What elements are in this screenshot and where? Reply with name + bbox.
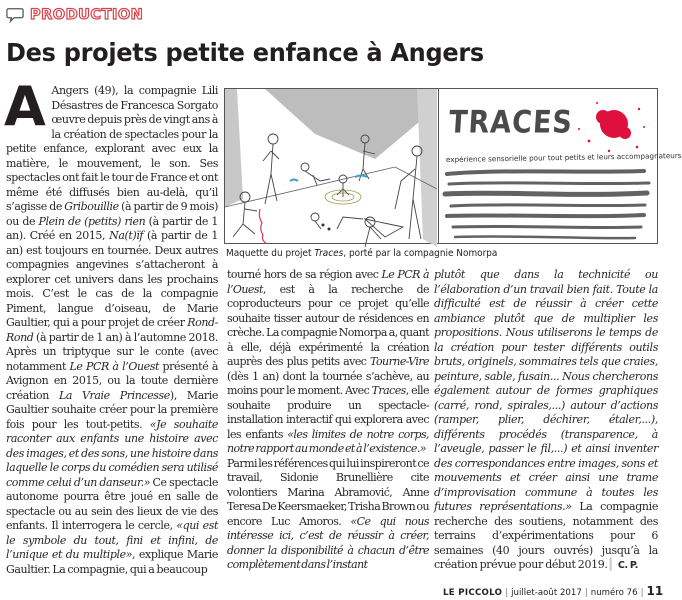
page-number: 11 [646, 584, 664, 598]
separator: | [584, 588, 588, 598]
end-mark: ▎ [609, 558, 618, 571]
text-run: présenté à Avignon en 2015, ou la toute dernière création [6, 359, 218, 402]
work-title: Rond-Rond [6, 316, 218, 344]
article-column-3 [434, 268, 658, 574]
article-column-1 [4, 75, 219, 577]
text-run: , explique Marie Gaultier. La compagnie, qui a beaucoup [6, 548, 218, 576]
text-run: (à partir de 1 an) est toujours en tournée. Deux autres compagnies angevines s’attacheront à explorer cet univers dans les prochains mois. C’est le cas de la compagnie Piment, langue d’oiseau, de Marie Gaultier, qui a pour projet de créer [6, 229, 219, 329]
caption-text: , porté par la compagnie Nomorpa [343, 248, 498, 259]
text-run: Parmi les références qui lui inspireront ce travail, Sidonie Brunellière cite volontiers Marina Abramović, Anne Teresa De Keersmaeker, Trisha Brown ou encore Luc Amoros. [227, 456, 430, 528]
text-run: , elle souhaite produire un spectacle-installation interactif qui explorera avec les enfants [227, 384, 429, 441]
work-title: Le PCR à l’Ouest [227, 268, 430, 296]
quote: «qui est le symbole du tout, fini et infini, de l’unique et du multiple» [6, 519, 218, 561]
quote: «les limites de notre corps, notre rapport au monde et à l’existence.» [227, 427, 429, 455]
section-label: PRODUCTION [30, 7, 144, 23]
caption-work-title: Traces [314, 248, 344, 259]
poster-title: TRACES [447, 104, 574, 141]
article-column-2 [227, 268, 429, 573]
text-run: (à partir de 9 mois) ou de [6, 200, 219, 228]
text-run: ), Marie Gaultier souhaite créer pour la première fois pour les tout-petits. [6, 388, 219, 431]
page-footer [443, 584, 663, 598]
figure [224, 88, 682, 244]
separator: | [640, 588, 644, 598]
text-run: La compagnie recherche des soutiens, notamment des terrains d’expérimentations pour 6 semaines (40 jours ouvrés) jusqu’à la création prévue pour début 2019. [434, 500, 658, 571]
text-run: Ce spectacle autonome pourra être joué en salle de spectacle ou au sein des lieux de vie des enfants. Il interrogera le cercle, [6, 475, 218, 532]
quote: «Ce qui nous intéresse ici, c’est de réussir à créer, donner la disponibilité à chacun d’être complètement dans l’instant [227, 514, 429, 571]
figure-caption [226, 247, 497, 261]
issue-number: numéro 76 [590, 588, 638, 598]
text-run: Angers (49), la compagnie Lili Désastres de Francesca Sorgato œuvre depuis près de vingt ans à la création de spectacles pour la petite enfance, explorant avec eux la matière, le mouvement, le son. Ses spectacles ont fait le tour de France et ont même été diffusés bien au-delà, qu’il s’agisse de [6, 84, 218, 213]
work-title: Le PCR à l’Ouest [69, 359, 160, 373]
text-run: tourné hors de sa région avec [227, 268, 382, 281]
magazine-name: LE PICCOLO [443, 588, 503, 598]
article-title: Des projets petite enfance à Angers [6, 38, 484, 67]
work-title: Na(t)ïf [109, 229, 144, 242]
separator: | [505, 588, 509, 598]
poster-subtitle: expérience sensorielle pour tout petits et leurs accompagnateurs [445, 150, 682, 165]
work-title: La Vraie Princesse [58, 388, 170, 402]
issue-date: juillet-août 2017 [511, 588, 582, 598]
text-run: (dès 1 an) dont la tournée s’achève, au moins pour le moment. Avec [227, 369, 429, 397]
author-signature: C. P. [617, 560, 638, 571]
work-title: Tourne-Vire [370, 355, 429, 368]
text-run: , est à la recherche de coproducteurs pour ce projet qu’elle souhaite tisser autour de résidences en crèche. La compagnie Nomorpa a, quant à elle, déjà expérimenté la création auprès des plus petits avec [227, 282, 429, 368]
section-rubric [6, 5, 143, 25]
work-title: Plein de (petits) rien [38, 214, 146, 228]
speech-bubble-icon [6, 6, 24, 24]
quote: plutôt que dans la technicité ou l’élaboration d’un travail bien fait. Toute la difficulté est de réussir à créer cette ambiance plutôt que de multiplier les propositions. Nous utiliserons le temps de la création pour tester différents outils bruts, originels, sommaires tels que craies, peinture, sable, fusain... Nous chercherons également autour de formes graphiques (carré, rond, spirales,...) autour d’actions (ramper, plier, déchirer, étaler,...), différents procédés (transparence, à l’aveugle, passer le fil,...) et ainsi inventer des correspondances entre images, sons et mouvements et créer ainsi une trame d’improvisation commune à toutes les futures représentations.» [434, 268, 658, 513]
work-title: Traces [371, 384, 406, 397]
caption-text: Maquette du projet [226, 248, 315, 259]
work-title: Gribouillie [64, 200, 119, 213]
text-run: (à partir de 1 an) à l’automne 2018. Après un triptyque sur le conte (avec notamment [6, 330, 218, 373]
drop-cap: A [4, 75, 46, 138]
traces-poster-image [438, 89, 682, 243]
stage-sketch-image [225, 89, 437, 243]
text-run: (à partir de 1 an). Créé en 2015, [6, 214, 219, 242]
quote: «Je souhaite raconter aux enfants une histoire avec des images, et des sons, une histoire dans laquelle le corps du comédien sera utilisé comme celui d’un danseur.» [6, 417, 218, 489]
